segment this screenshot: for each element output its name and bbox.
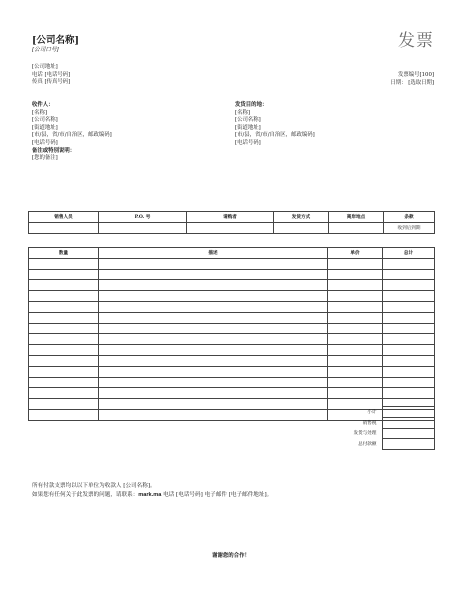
item-quantity-cell[interactable]	[29, 399, 99, 410]
recipient-line: [名称]	[32, 109, 47, 116]
item-description-cell[interactable]	[99, 258, 328, 269]
notes-text: [您的备注]	[32, 155, 58, 162]
item-unit-price-cell[interactable]	[328, 301, 383, 312]
item-description-cell[interactable]	[99, 269, 328, 280]
item-description-cell[interactable]	[99, 280, 328, 291]
item-quantity-cell[interactable]	[29, 291, 99, 302]
order-cell-requester[interactable]	[187, 222, 274, 233]
order-cell-terms[interactable]: 收到后到期	[384, 222, 435, 233]
order-cell-po-number[interactable]	[99, 222, 187, 233]
order-header-cell: 请购者	[187, 212, 274, 223]
item-unit-price-cell[interactable]	[328, 280, 383, 291]
item-unit-price-cell[interactable]	[328, 366, 383, 377]
subtotal-label: 小计	[367, 409, 377, 415]
totals-row	[330, 428, 434, 439]
item-row	[29, 377, 435, 388]
item-unit-price-cell[interactable]	[328, 312, 383, 323]
invoice-title: 发票	[398, 31, 434, 51]
item-total-cell[interactable]	[383, 345, 435, 356]
item-description-cell[interactable]	[99, 388, 328, 399]
order-header-cell: 销售人员	[29, 212, 99, 223]
total-due-value[interactable]	[382, 439, 434, 450]
order-cell-salesperson[interactable]	[29, 222, 99, 233]
item-row	[29, 366, 435, 377]
item-description-cell[interactable]	[99, 377, 328, 388]
item-total-cell[interactable]	[383, 312, 435, 323]
item-total-cell[interactable]	[383, 291, 435, 302]
item-row	[29, 334, 435, 345]
item-row	[29, 280, 435, 291]
item-quantity-cell[interactable]	[29, 388, 99, 399]
order-info-row	[29, 222, 435, 233]
ship-to-block	[235, 102, 315, 148]
item-total-cell[interactable]	[383, 355, 435, 366]
item-description-cell[interactable]	[99, 409, 328, 420]
item-description-cell[interactable]	[99, 312, 328, 323]
item-total-cell[interactable]	[383, 269, 435, 280]
item-description-cell[interactable]	[99, 301, 328, 312]
item-total-cell[interactable]	[383, 388, 435, 399]
ship-to-line: [公司名称]	[235, 117, 261, 124]
thank-you-note: 谢谢您的合作！	[212, 553, 250, 559]
recipient-line: [市/县，省/市/自治区，邮政编码]	[32, 132, 112, 139]
item-total-cell[interactable]	[383, 366, 435, 377]
order-header-cell: 离岸地点	[329, 212, 384, 223]
notes-heading: 备注或特别说明：	[32, 147, 76, 154]
contact-note	[32, 490, 272, 498]
sales-tax-value[interactable]	[382, 417, 434, 428]
item-row	[29, 355, 435, 366]
item-description-cell[interactable]	[99, 366, 328, 377]
company-address: [公司地址]	[32, 64, 58, 70]
item-quantity-cell[interactable]	[29, 258, 99, 269]
totals-row	[330, 407, 434, 418]
company-slogan: [公司口号]	[32, 47, 59, 53]
order-info-header-row	[29, 212, 435, 223]
order-info-table	[28, 211, 435, 234]
item-quantity-cell[interactable]	[29, 323, 99, 334]
item-total-cell[interactable]	[383, 377, 435, 388]
item-row	[29, 258, 435, 269]
items-header-row	[29, 248, 435, 259]
ship-to-line: [名称]	[235, 109, 250, 116]
ship-to-line: [市/县，省/市/自治区，邮政编码]	[235, 132, 315, 139]
item-total-cell[interactable]	[383, 258, 435, 269]
invoice-meta-block	[390, 72, 434, 87]
items-header-description: 描述	[99, 248, 328, 259]
shipping-label: 发货与处理	[353, 431, 377, 437]
order-header-cell: 发货方式	[274, 212, 329, 223]
item-quantity-cell[interactable]	[29, 355, 99, 366]
item-description-cell[interactable]	[99, 355, 328, 366]
ship-to-heading: 发货目的地：	[235, 102, 268, 108]
item-unit-price-cell[interactable]	[328, 258, 383, 269]
totals-row	[330, 417, 434, 428]
item-row	[29, 345, 435, 356]
item-row	[29, 388, 435, 399]
total-due-label: 总付款额	[358, 442, 377, 448]
item-total-cell[interactable]	[383, 334, 435, 345]
item-unit-price-cell[interactable]	[328, 355, 383, 366]
company-contact-block	[32, 64, 70, 87]
item-unit-price-cell[interactable]	[328, 291, 383, 302]
item-description-cell[interactable]	[99, 323, 328, 334]
subtotal-value[interactable]	[382, 407, 434, 418]
items-header-total: 总计	[383, 248, 435, 259]
item-total-cell[interactable]	[383, 323, 435, 334]
item-quantity-cell[interactable]	[29, 269, 99, 280]
item-quantity-cell[interactable]	[29, 377, 99, 388]
item-total-cell[interactable]	[383, 301, 435, 312]
company-fax: 传真 [传真号码]	[32, 79, 71, 86]
shipping-value[interactable]	[382, 428, 434, 439]
item-quantity-cell[interactable]	[29, 345, 99, 356]
item-unit-price-cell[interactable]	[328, 334, 383, 345]
items-header-quantity: 数量	[29, 248, 99, 259]
item-row	[29, 301, 435, 312]
item-row	[29, 323, 435, 334]
contact-prefix: 如果您有任何关于此发票的问题，请联系：	[32, 492, 139, 498]
item-row	[29, 312, 435, 323]
item-description-cell[interactable]	[99, 334, 328, 345]
payable-note: 所有付款支票均以以下单位为收款人 [公司名称]。	[32, 483, 156, 489]
item-description-cell[interactable]	[99, 399, 328, 410]
item-row	[29, 269, 435, 280]
totals-table	[330, 406, 435, 450]
item-unit-price-cell[interactable]	[328, 388, 383, 399]
contact-suffix: 电话 [电话号码] 电子邮件 [电子邮件地址]。	[161, 492, 273, 498]
invoice-date: 日期： [选取日期]	[390, 79, 434, 86]
recipient-line: [街道地址]	[32, 124, 58, 131]
order-header-cell: 条款	[384, 212, 435, 223]
item-quantity-cell[interactable]	[29, 409, 99, 420]
sales-tax-label: 销售税	[362, 420, 377, 426]
item-unit-price-cell[interactable]	[328, 323, 383, 334]
ship-to-line: [电话号码]	[235, 139, 261, 146]
items-header-unit-price: 单价	[328, 248, 383, 259]
recipient-block	[32, 102, 112, 163]
recipient-heading: 收件人：	[32, 102, 54, 108]
item-unit-price-cell[interactable]	[328, 345, 383, 356]
item-quantity-cell[interactable]	[29, 312, 99, 323]
items-table	[28, 247, 435, 421]
order-cell-fob-point[interactable]	[329, 222, 384, 233]
invoice-number: 发票编号[100]	[397, 72, 434, 78]
order-header-cell: P.O. 号	[99, 212, 187, 223]
item-row	[29, 291, 435, 302]
item-quantity-cell[interactable]	[29, 334, 99, 345]
company-name: [公司名称]	[32, 35, 79, 46]
item-unit-price-cell[interactable]	[328, 377, 383, 388]
recipient-line: [电话号码]	[32, 139, 58, 146]
ship-to-line: [街道地址]	[235, 124, 261, 131]
recipient-line: [公司名称]	[32, 117, 58, 124]
item-unit-price-cell[interactable]	[328, 269, 383, 280]
company-phone: 电话 [电话号码]	[32, 71, 71, 78]
item-quantity-cell[interactable]	[29, 301, 99, 312]
item-quantity-cell[interactable]	[29, 280, 99, 291]
item-quantity-cell[interactable]	[29, 366, 99, 377]
item-description-cell[interactable]	[99, 291, 328, 302]
order-cell-shipping-method[interactable]	[274, 222, 329, 233]
totals-row	[330, 439, 434, 450]
contact-name: mark.ma	[138, 492, 162, 498]
item-description-cell[interactable]	[99, 345, 328, 356]
item-total-cell[interactable]	[383, 280, 435, 291]
